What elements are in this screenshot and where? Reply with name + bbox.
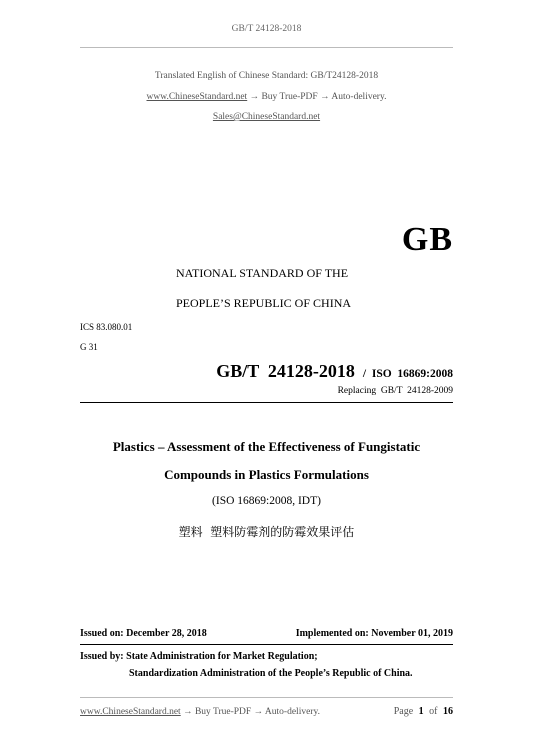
ccs-code: G 31 — [80, 342, 98, 352]
issued-date: Issued on: December 28, 2018 — [80, 628, 207, 639]
footer-purchase-line — [80, 707, 320, 717]
page-indicator — [394, 706, 453, 717]
iso-reference: / ISO 16869:2008 — [362, 368, 453, 380]
auto-delivery-text: Auto-delivery. — [331, 92, 387, 102]
implemented-date: Implemented on: November 01, 2019 — [295, 628, 453, 639]
arrow-right-icon: → — [183, 707, 193, 717]
standard-number-line — [216, 361, 453, 382]
purchase-line — [0, 92, 533, 102]
page-total: 16 — [443, 706, 453, 717]
page-label: Page — [393, 706, 414, 717]
footer-divider — [80, 697, 453, 698]
running-header: GB/T 24128-2018 — [231, 24, 302, 34]
standard-number-divider — [80, 402, 453, 403]
gb-mark: GB — [401, 221, 453, 258]
chinese-title: 塑料 塑料防霉剂的防霉效果评估 — [178, 525, 355, 539]
arrow-right-icon: → — [249, 92, 260, 102]
title-line-2: Compounds in Plastics Formulations — [164, 467, 369, 482]
sales-email-line — [0, 112, 533, 122]
footer-buy-true-pdf-text: Buy True-PDF — [194, 707, 252, 717]
arrow-right-icon: → — [253, 707, 264, 717]
footer-auto-delivery-text: Auto-delivery. — [264, 707, 320, 717]
sales-email-link[interactable]: Sales@ChineseStandard.net — [212, 112, 321, 122]
adoption-note: (ISO 16869:2008, IDT) — [212, 495, 321, 507]
dates-divider — [80, 644, 453, 645]
arrow-right-icon: → — [320, 92, 330, 102]
issuer-line-1: Issued by: State Administration for Market Regulation; — [80, 651, 318, 662]
title-line-1: Plastics – Assessment of the Effectiveness of Fungistatic — [112, 439, 421, 454]
page-number: 1 — [418, 706, 424, 717]
footer-chinesestandard-link[interactable]: www.ChineseStandard.net — [80, 707, 181, 717]
standard-number: GB/T 24128-2018 — [216, 361, 355, 381]
of-label: of — [429, 706, 438, 717]
ics-code: ICS 83.080.01 — [80, 322, 133, 332]
issuer-line-2: Standardization Administration of the People’s Republic of China. — [129, 668, 413, 679]
translation-note: Translated English of Chinese Standard: GB/T24128-2018 — [154, 71, 379, 81]
prc-line: PEOPLE’S REPUBLIC OF CHINA — [176, 296, 352, 310]
buy-true-pdf-text: Buy True-PDF — [261, 92, 318, 102]
chinesestandard-link[interactable]: www.ChineseStandard.net — [146, 92, 248, 102]
header-divider — [80, 47, 453, 48]
replacing-note: Replacing GB/T 24128-2009 — [337, 386, 453, 396]
national-standard-line: NATIONAL STANDARD OF THE — [176, 266, 349, 280]
